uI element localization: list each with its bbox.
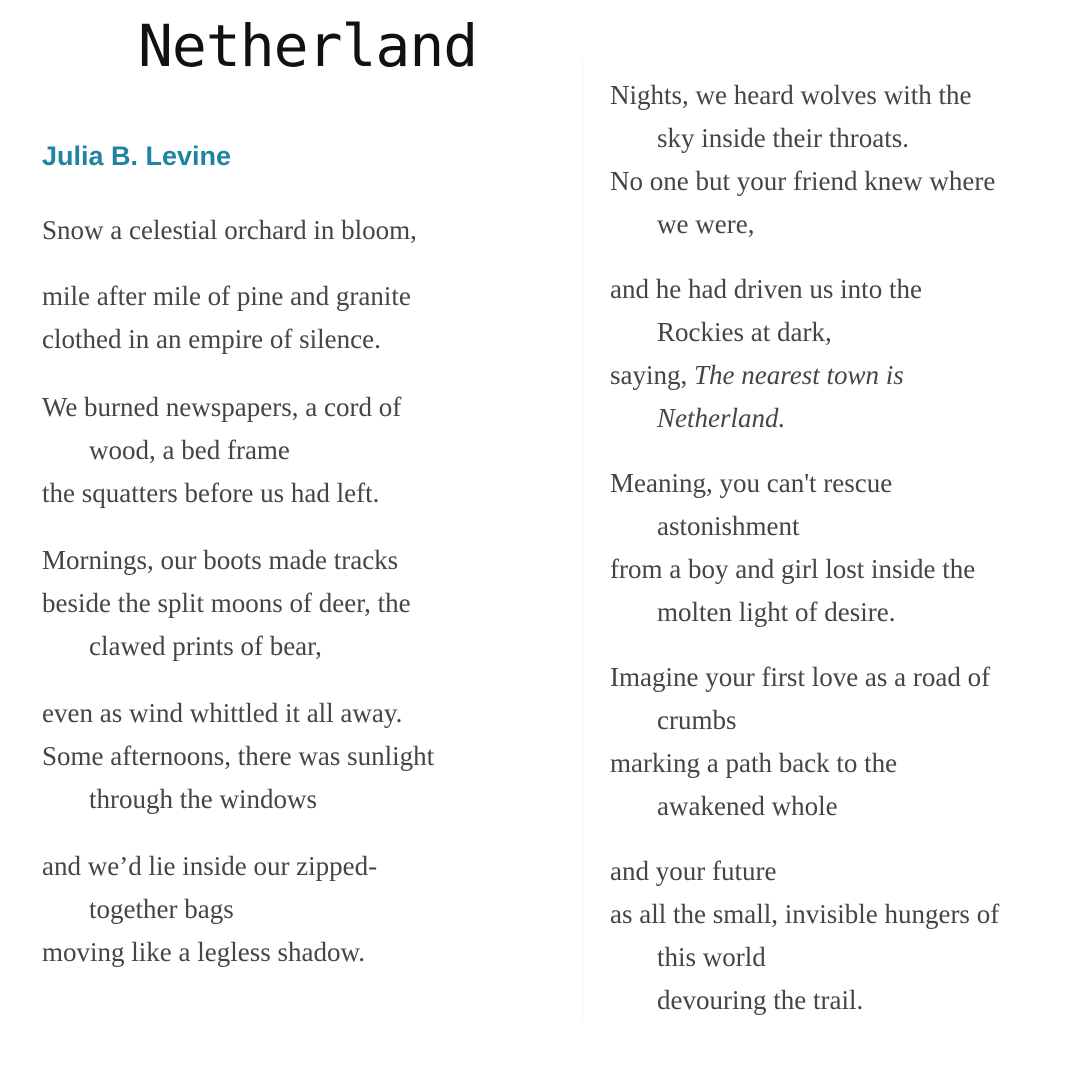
poem-line-indented: sky inside their throats. xyxy=(657,123,909,153)
poem-line-indented: Rockies at dark, xyxy=(657,317,832,347)
stanza-2 xyxy=(42,275,522,361)
poem-line-indented: wood, a bed frame xyxy=(89,435,290,465)
stanza-4 xyxy=(42,539,522,668)
poem-line: Imagine your first love as a road of xyxy=(610,662,991,692)
poem-line: beside the split moons of deer, the xyxy=(42,588,411,618)
poem-line: mile after mile of pine and granite xyxy=(42,281,411,311)
poem-line: and he had driven us into the xyxy=(610,274,922,304)
stanza-8 xyxy=(610,268,1075,440)
poem-line: Snow a celestial orchard in bloom, xyxy=(42,215,417,245)
poem-line-indented: devouring the trail. xyxy=(657,985,864,1015)
poem-right-column xyxy=(610,74,1075,1022)
stanza-10 xyxy=(610,656,1075,828)
poem-author: Julia B. Levine xyxy=(42,141,232,171)
stanza-3 xyxy=(42,386,522,515)
poem-line: as all the small, invisible hungers of xyxy=(610,899,1000,929)
poem-line-indented: through the windows xyxy=(89,784,317,814)
stanza-1 xyxy=(42,209,522,252)
poem-line-indented: we were, xyxy=(657,209,755,239)
poem-line: even as wind whittled it all away. xyxy=(42,698,403,728)
poem-line: Mornings, our boots made tracks xyxy=(42,545,399,575)
poem-line xyxy=(610,354,1075,397)
poem-line-indented: crumbs xyxy=(657,705,737,735)
poem-line-indented: awakened whole xyxy=(657,791,838,821)
poem-line-indented: molten light of desire. xyxy=(657,597,896,627)
stanza-11 xyxy=(610,850,1075,1022)
poem-line: Some afternoons, there was sunlight xyxy=(42,741,435,771)
poem-line: No one but your friend knew where xyxy=(610,166,996,196)
stanza-7 xyxy=(610,74,1075,246)
poem-line: and we’d lie inside our zipped- xyxy=(42,851,378,881)
poem-line-text: saying, xyxy=(610,360,694,390)
poem-line: from a boy and girl lost inside the xyxy=(610,554,976,584)
poem-line: the squatters before us had left. xyxy=(42,478,380,508)
quoted-speech-indented: Netherland. xyxy=(657,403,786,433)
stanza-5 xyxy=(42,692,522,821)
poem-line-indented: this world xyxy=(657,942,766,972)
column-divider xyxy=(582,60,583,1020)
quoted-speech: The nearest town is xyxy=(694,360,904,390)
poem-line: moving like a legless shadow. xyxy=(42,937,365,967)
poem-line-indented: clawed prints of bear, xyxy=(89,631,322,661)
poem-line: Nights, we heard wolves with the xyxy=(610,80,972,110)
poem-line-indented: astonishment xyxy=(657,511,800,541)
stanza-9 xyxy=(610,462,1075,634)
poem-line-indented: together bags xyxy=(89,894,234,924)
poem-line: Meaning, you can't rescue xyxy=(610,468,893,498)
stanza-6 xyxy=(42,845,522,974)
poem-line: clothed in an empire of silence. xyxy=(42,324,381,354)
poem-line: marking a path back to the xyxy=(610,748,898,778)
poem-left-column xyxy=(42,209,522,974)
poem-title: Netherland xyxy=(138,12,478,80)
poem-line: We burned newspapers, a cord of xyxy=(42,392,402,422)
poem-line: and your future xyxy=(610,856,777,886)
